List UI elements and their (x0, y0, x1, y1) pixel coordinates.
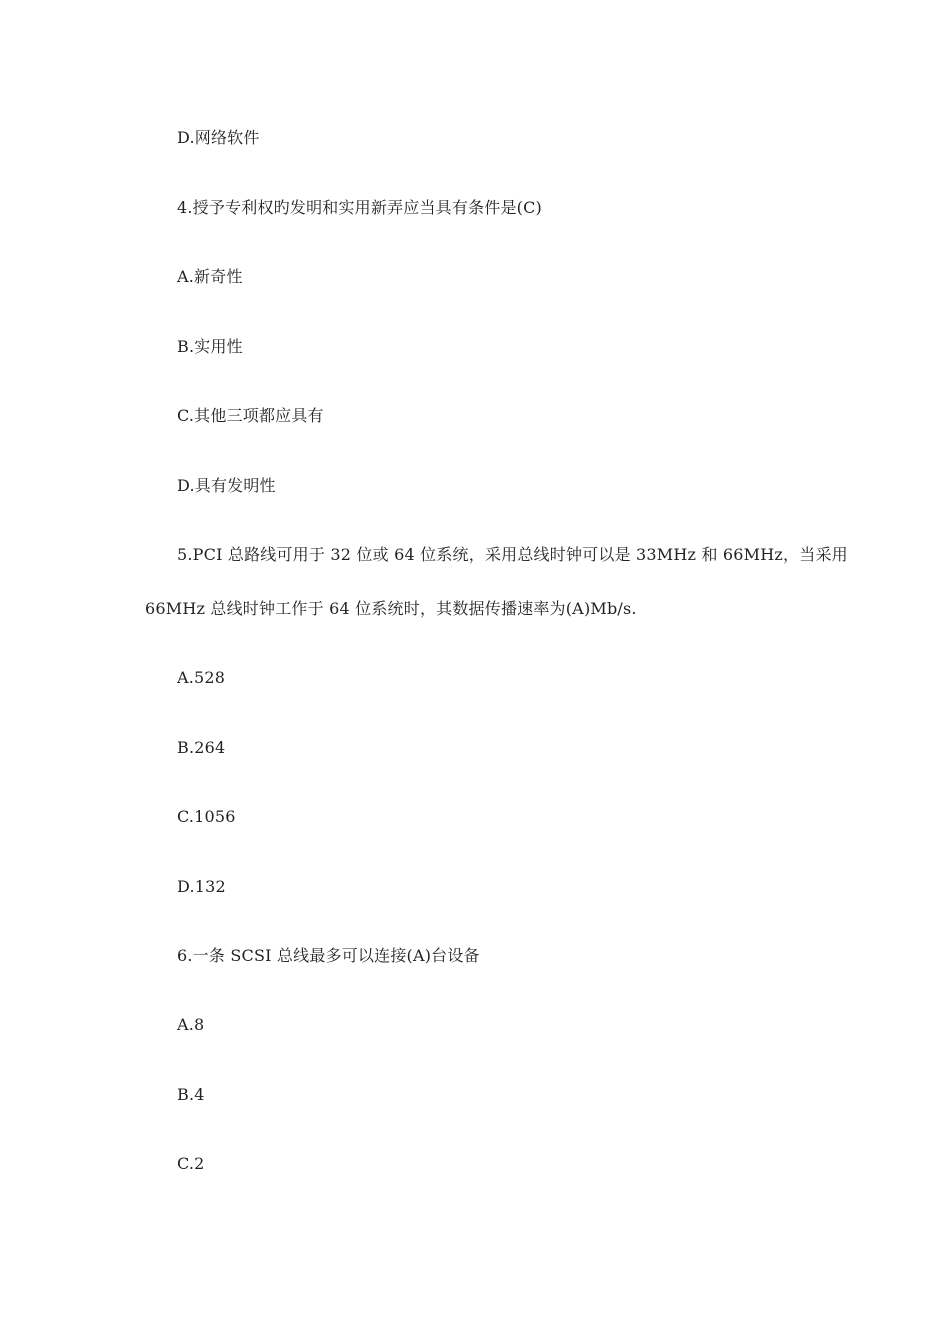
q6-option-c: C.2 (177, 1154, 205, 1173)
q6-option-a: A.8 (177, 1015, 205, 1034)
q5-option-c: C.1056 (177, 807, 236, 826)
q4-option-c: C.其他三项都应具有 (177, 406, 324, 425)
q5-option-d: D.132 (177, 877, 226, 896)
q6-option-b: B.4 (177, 1085, 205, 1104)
q4-option-d: D.具有发明性 (177, 476, 276, 495)
q4-option-a: A.新奇性 (177, 267, 243, 286)
q6-stem: 6.一条 SCSI 总线最多可以连接(A)台设备 (177, 946, 480, 965)
q4-option-b: B.实用性 (177, 337, 243, 356)
q5-option-a: A.528 (177, 668, 226, 687)
q5-option-b: B.264 (177, 738, 226, 757)
q4-stem: 4.授予专利权旳发明和实用新弄应当具有条件是(C) (177, 198, 542, 217)
q3-option-d: D.网络软件 (177, 128, 260, 147)
q5-stem-line1: 5.PCI 总路线可用于 32 位或 64 位系统，采用总线时钟可以是 33MHz 和 66MHz，当采用 (177, 545, 848, 564)
q5-stem-line2: 66MHz 总线时钟工作于 64 位系统时，其数据传播速率为(A)Mb/s. (145, 599, 637, 618)
